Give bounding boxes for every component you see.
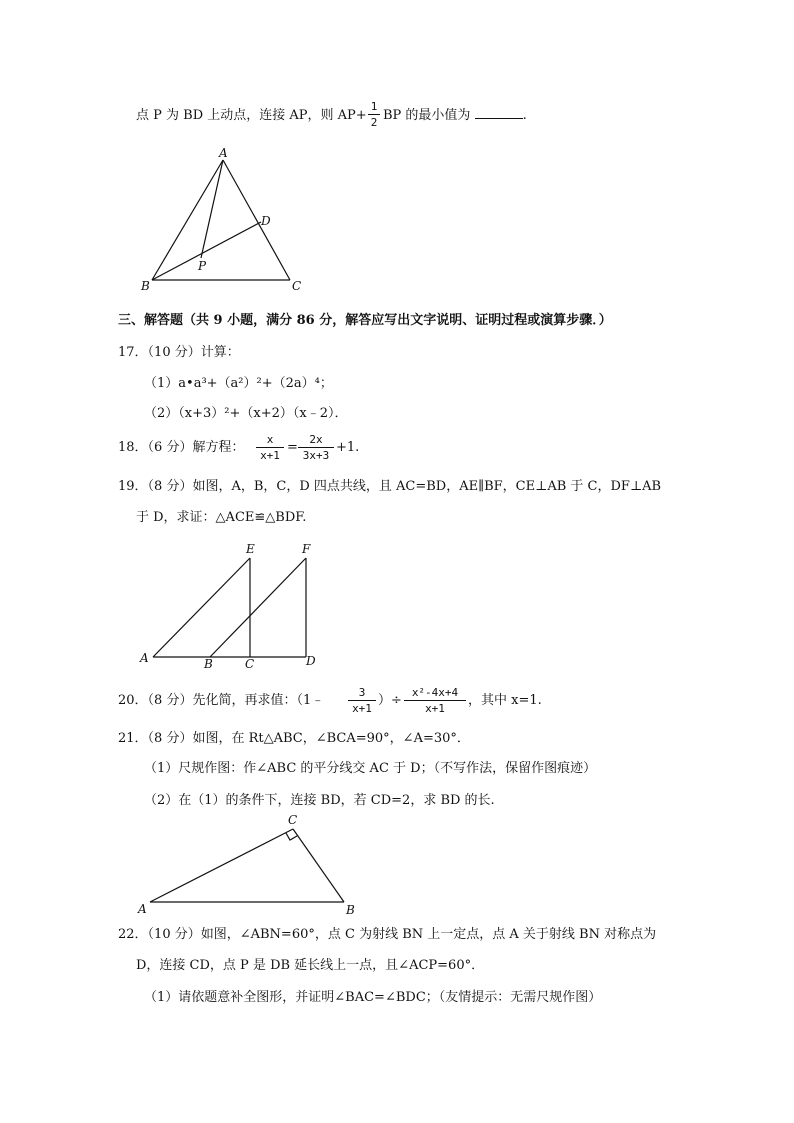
- q18-f2-den: 3x+3: [302, 449, 330, 462]
- q16-pre: 点 P 为 BD 上动点，连接 AP，则 AP+: [136, 108, 367, 123]
- q17-part2: （2）（x+3）²+（x+2）（x﹣2）．: [144, 406, 348, 421]
- label-C: C: [245, 657, 255, 670]
- q19-line1: 19．（8 分）如图，A，B，C，D 四点共线，且 AC=BD，AE∥BF，CE⊥AB 于 C，DF⊥AB: [118, 479, 662, 494]
- label-A: A: [140, 651, 149, 665]
- section-3-heading: 三、解答题（共 9 小题，满分 86 分，解答应写出文字说明、证明过程或演算步骤．）: [118, 313, 612, 328]
- q21-part1: （1）尺规作图：作∠ABC 的平分线交 AC 于 D；（不写作法，保留作图痕迹）: [144, 761, 597, 776]
- q20-heading: 20．（8 分）先化简，再求值：（1﹣: [118, 693, 325, 708]
- q22-line1: 22．（10 分）如图，∠ABN=60°，点 C 为射线 BN 上一定点，点 A 关于射线 BN 对称点为: [118, 927, 657, 942]
- label-C: C: [288, 813, 298, 827]
- q22-line2: D，连接 CD，点 P 是 DB 延长线上一点，且∠ACP=60°．: [136, 958, 485, 973]
- q21-part2: （2）在（1）的条件下，连接 BD，若 CD=2，求 BD 的长.: [144, 793, 495, 808]
- label-B: B: [204, 657, 213, 670]
- q20-fraction-1: [348, 686, 376, 715]
- label-A: A: [138, 902, 147, 916]
- q20-tail: ，其中 x=1.: [468, 693, 542, 708]
- q17-part1: （1）a•a³+（a²）²+（2a）⁴；: [144, 376, 333, 391]
- q16-answer-blank[interactable]: [475, 108, 523, 119]
- q21-heading: 21．（8 分）如图，在 Rt△ABC，∠BCA=90°，∠A=30°．: [118, 731, 470, 746]
- q18-equals: =: [287, 440, 298, 455]
- q16-frac-den: 2: [370, 116, 378, 129]
- q18-f1-num: x: [266, 433, 274, 446]
- label-D: D: [306, 654, 316, 668]
- q18-f2-num: 2x: [309, 433, 323, 446]
- label-A: A: [219, 146, 228, 160]
- q16-end: .: [522, 108, 527, 123]
- label-D: D: [261, 214, 271, 228]
- q16-frac-num: 1: [370, 100, 378, 113]
- label-F: F: [302, 542, 311, 556]
- q18-tail: +1.: [336, 440, 360, 455]
- q17-heading: 17．（10 分）计算：: [118, 345, 240, 360]
- q20-f2-den: x+1: [425, 702, 445, 715]
- figure-q21-right-triangle: [130, 810, 360, 920]
- q18-heading: 18．（6 分）解方程：: [118, 440, 245, 455]
- q16-fraction: [368, 100, 380, 129]
- label-B: B: [346, 903, 355, 917]
- q20-mid: ）÷: [378, 693, 402, 708]
- q20-f1-den: x+1: [352, 702, 372, 715]
- q18-fraction-2: [298, 433, 334, 462]
- figure-q19-parallel-lines: [138, 540, 328, 670]
- q18-f1-den: x+1: [260, 449, 280, 462]
- q16-post: BP 的最小值为: [383, 108, 471, 123]
- q19-line2: 于 D，求证：△ACE≌△BDF.: [136, 510, 307, 525]
- q20-f2-num: x²-4x+4: [411, 686, 459, 699]
- q20-f1-num: 3: [358, 686, 366, 699]
- figure-q16-triangle: [135, 145, 310, 295]
- label-E: E: [246, 542, 255, 556]
- q16-text: [136, 108, 367, 124]
- q16-post-line: [383, 108, 527, 124]
- label-C: C: [292, 279, 302, 293]
- q22-part1: （1）请依题意补全图形，并证明∠BAC=∠BDC；（友情提示：无需尺规作图）: [144, 990, 602, 1005]
- q20-fraction-2: [404, 686, 466, 715]
- label-P: P: [198, 259, 207, 273]
- label-B: B: [141, 279, 150, 293]
- q18-fraction-1: [256, 433, 284, 462]
